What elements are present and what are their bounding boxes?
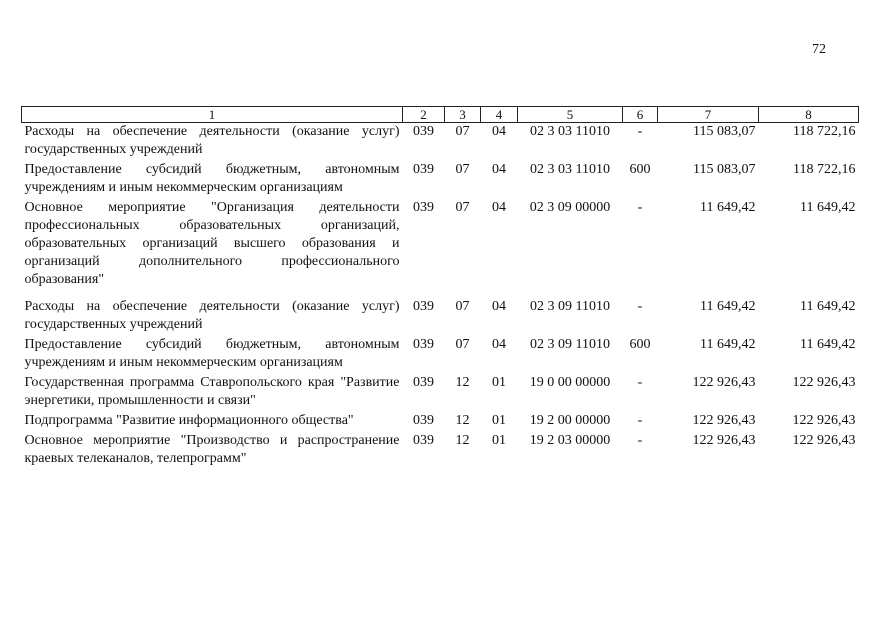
row-expense-type: 600	[629, 162, 651, 177]
row-section: 07	[455, 299, 470, 314]
row-name: Основное мероприятие "Организация деятельности профессиональных образовательных организаций, образовательных организаций высшего образования и организаций дополнительного профессионального образования"	[24, 200, 400, 287]
row-code: 039	[413, 375, 434, 390]
row-target-article: 19 0 00 00000	[529, 375, 611, 390]
row-amount-2: 11 649,42	[800, 200, 856, 215]
row-name: Расходы на обеспечение деятельности (оказание услуг) государственных учреждений	[24, 299, 400, 332]
row-amount-1: 122 926,43	[692, 433, 756, 448]
table-row	[22, 336, 859, 374]
table-row	[22, 412, 859, 432]
row-code: 039	[413, 200, 434, 215]
row-subsection: 04	[492, 337, 506, 352]
row-subsection: 04	[492, 299, 506, 314]
row-section: 07	[455, 337, 470, 352]
row-name: Государственная программа Ставропольского края "Развитие энергетики, промышленности и связи"	[24, 375, 400, 408]
row-subsection: 01	[492, 413, 506, 428]
column-header-1: 1	[22, 107, 403, 123]
budget-table	[21, 106, 859, 470]
row-amount-1: 122 926,43	[692, 375, 756, 390]
row-subsection: 01	[492, 375, 506, 390]
row-amount-1: 115 083,07	[693, 124, 756, 139]
row-expense-type: 600	[629, 337, 651, 352]
row-expense-type: -	[637, 413, 643, 428]
row-amount-1: 115 083,07	[693, 162, 756, 177]
row-expense-type: -	[637, 124, 643, 139]
column-header-7: 7	[658, 107, 759, 123]
row-target-article: 19 2 03 00000	[529, 433, 611, 448]
row-amount-2: 11 649,42	[800, 299, 856, 314]
row-section: 12	[455, 433, 470, 448]
row-amount-2: 118 722,16	[793, 162, 856, 177]
page-number: 72	[812, 42, 826, 57]
row-code: 039	[413, 162, 434, 177]
row-expense-type: -	[637, 375, 643, 390]
table-row	[22, 298, 859, 336]
row-amount-2: 122 926,43	[792, 413, 856, 428]
row-target-article: 02 3 09 00000	[529, 200, 611, 215]
row-name: Расходы на обеспечение деятельности (оказание услуг) государственных учреждений	[24, 124, 400, 157]
row-amount-2: 122 926,43	[792, 433, 856, 448]
row-code: 039	[413, 413, 434, 428]
row-code: 039	[413, 124, 434, 139]
row-amount-1: 11 649,42	[700, 200, 756, 215]
row-name: Предоставление субсидий бюджетным, автономным учреждениям и иным некоммерческим организациям	[24, 337, 400, 370]
row-name: Подпрограмма "Развитие информационного общества"	[24, 413, 354, 428]
row-expense-type: -	[637, 433, 643, 448]
row-amount-2: 11 649,42	[800, 337, 856, 352]
row-code: 039	[413, 433, 434, 448]
row-section: 07	[455, 124, 470, 139]
row-section: 07	[455, 162, 470, 177]
row-amount-2: 118 722,16	[793, 124, 856, 139]
table-row	[22, 432, 859, 470]
row-section: 12	[455, 413, 470, 428]
row-subsection: 04	[492, 124, 506, 139]
column-header-3: 3	[445, 107, 481, 123]
row-name: Предоставление субсидий бюджетным, автономным учреждениям и иным некоммерческим организациям	[24, 162, 400, 195]
row-subsection: 01	[492, 433, 506, 448]
table-header-row	[22, 107, 859, 123]
table-row	[22, 161, 859, 199]
row-target-article: 02 3 03 11010	[530, 162, 610, 177]
row-expense-type: -	[637, 299, 643, 314]
table-row	[22, 374, 859, 412]
row-code: 039	[413, 299, 434, 314]
row-expense-type: -	[637, 200, 643, 215]
column-header-2: 2	[403, 107, 445, 123]
column-header-6: 6	[623, 107, 658, 123]
column-header-4: 4	[481, 107, 518, 123]
table-row	[22, 123, 859, 162]
row-section: 12	[455, 375, 470, 390]
row-target-article: 02 3 09 11010	[530, 299, 610, 314]
row-amount-1: 11 649,42	[700, 299, 756, 314]
row-code: 039	[413, 337, 434, 352]
row-amount-1: 122 926,43	[692, 413, 756, 428]
table-row	[22, 199, 859, 298]
column-header-8: 8	[759, 107, 859, 123]
row-amount-1: 11 649,42	[700, 337, 756, 352]
row-target-article: 02 3 09 11010	[530, 337, 610, 352]
row-section: 07	[455, 200, 470, 215]
column-header-5: 5	[518, 107, 623, 123]
row-subsection: 04	[492, 162, 506, 177]
row-amount-2: 122 926,43	[792, 375, 856, 390]
row-target-article: 02 3 03 11010	[530, 124, 610, 139]
row-target-article: 19 2 00 00000	[529, 413, 611, 428]
row-name: Основное мероприятие "Производство и распространение краевых телеканалов, телепрограмм"	[24, 433, 400, 466]
row-subsection: 04	[492, 200, 506, 215]
